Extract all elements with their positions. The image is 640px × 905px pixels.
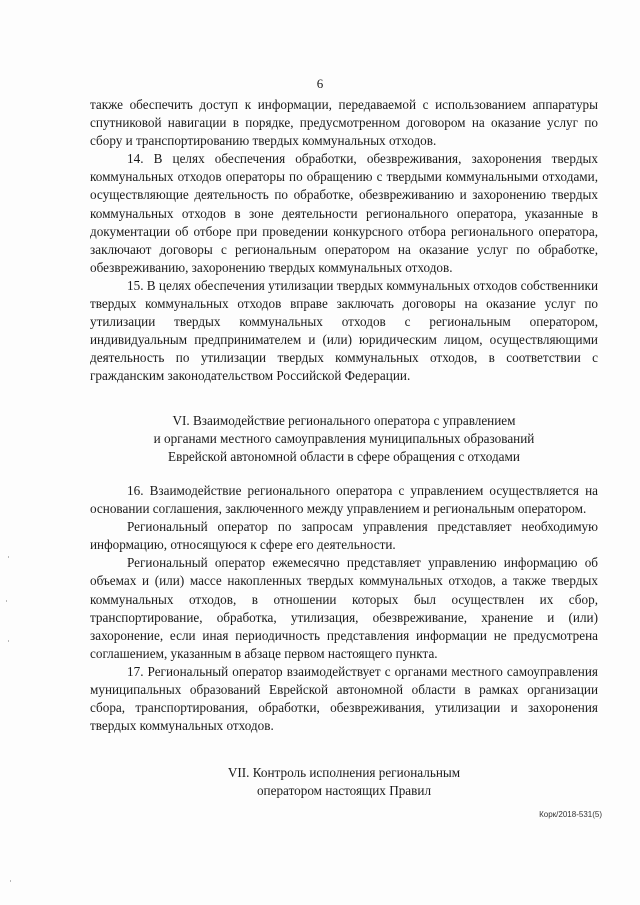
- scan-speck: [8, 640, 9, 642]
- section-heading-6-line-1: VI. Взаимодействие регионального оператора с управлением: [172, 413, 516, 428]
- paragraph-14: 14. В целях обеспечения обработки, обезвреживания, захоронения твердых коммунальных отходов операторы по обращению с твердыми коммунальными отходами, осуществляющие деятельность по обработке, обезвреживанию и захоронению твердых коммунальных отходов в зоне деятельности регионального оператора, указанные в документации об отборе при проведении конкурсного отбора регионального оператора, заключают договоры с региональным оператором на оказание услуг по обработке, обезвреживанию, захоронению твердых коммунальных отходов.: [90, 151, 598, 275]
- paragraph-continuation: также обеспечить доступ к информации, передаваемой с использованием аппаратуры спутниковой навигации в порядке, предусмотренном договором на оказание услуг по сбору и транспортированию твердых коммунальных отходов.: [90, 97, 598, 149]
- section-heading-7-line-2: оператором настоящих Правил: [256, 783, 432, 799]
- paragraph-16-part-2: Региональный оператор по запросам управления представляет необходимую информацию, относящуюся к сфере его деятельности.: [90, 519, 598, 553]
- section-heading-6: [90, 412, 598, 466]
- body-text-block-2: [90, 482, 598, 735]
- document-code: Корк/2018-531(5): [539, 810, 602, 819]
- paragraph-17: 17. Региональный оператор взаимодействует с органами местного самоуправления муниципальных образований Еврейской автономной области в рамках организации сбора, транспортирования, обработки, обезвреживания, утилизации и захоронения твердых коммунальных отходов.: [90, 663, 598, 734]
- section-heading-6-line-3: Еврейской автономной области в сфере обращения с отходами: [168, 449, 520, 465]
- paragraph-15: 15. В целях обеспечения утилизации твердых коммунальных отходов собственники твердых коммунальных отходов вправе заключать договоры на оказание услуг по утилизации твердых коммунальных отходов с региональным оператором, индивидуальным предпринимателем и (или) юридическим лицом, осуществляющими деятельность по утилизации твердых коммунальных отходов, в соответствии с гражданским законодательством Российской Федерации.: [90, 277, 598, 384]
- section-heading-6-line-2: и органами местного самоуправления муниципальных образований: [153, 431, 535, 447]
- section-heading-7-line-1: VII. Контроль исполнения региональным: [227, 765, 461, 780]
- page-number: 6: [316, 76, 324, 91]
- body-text-block-1: [90, 96, 598, 386]
- scan-speck: [8, 556, 9, 558]
- scan-speck: [6, 600, 7, 602]
- scan-speck: [10, 880, 11, 882]
- paragraph-16-part-3: Региональный оператор ежемесячно представляет управлению информацию об объемах и (или) массе накопленных твердых коммунальных отходов, а также твердых коммунальных отходов, в отношении которых был осуществлен их сбор, транспортирование, обработка, утилизация, обезвреживание, хранение и (или) захоронение, если иная периодичность представления информации не предусмотрена соглашением, указанным в абзаце первом настоящего пункта.: [90, 555, 598, 661]
- section-heading-7: [90, 764, 598, 800]
- paragraph-16: 16. Взаимодействие регионального оператора с управлением осуществляется на основании соглашения, заключенного между управлением и региональным оператором.: [90, 483, 598, 517]
